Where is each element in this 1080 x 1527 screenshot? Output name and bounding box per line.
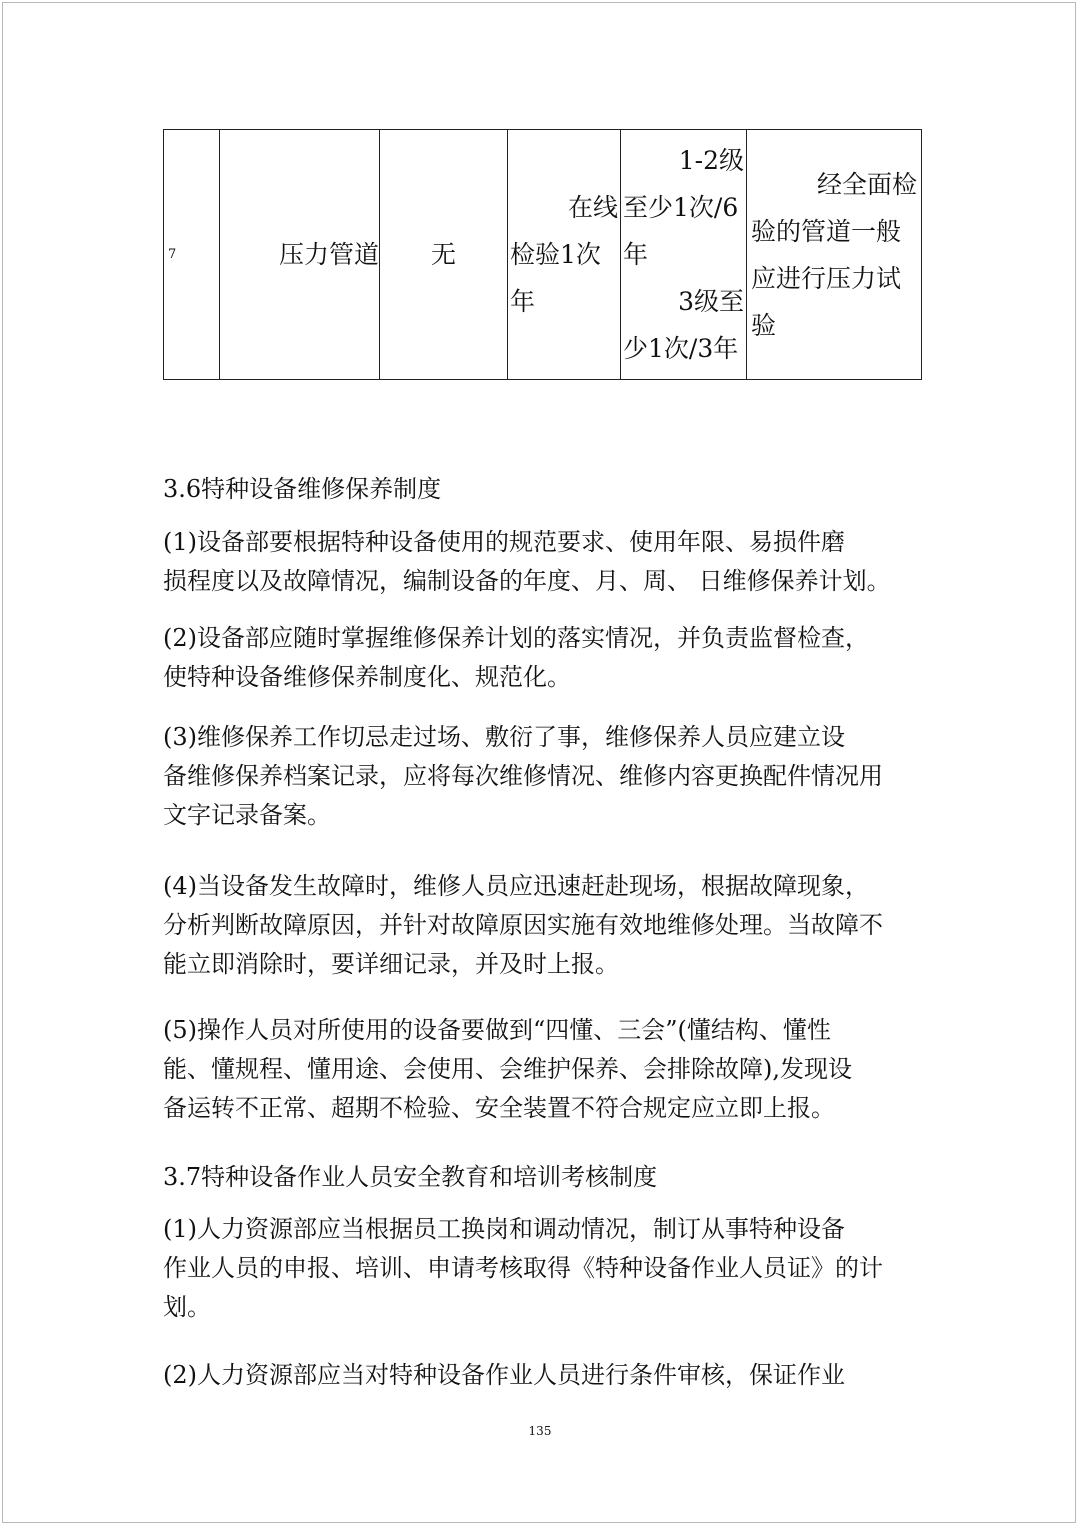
paragraph: (2)设备部应随时掌握维修保养计划的落实情况，并负责监督检查， 使特种设备维修保养制度化、规范化。	[163, 624, 869, 691]
online-inspection-line: 检验1次	[510, 240, 601, 269]
periodic-inspection-line: 少1次/3年	[623, 334, 739, 363]
paragraph: (1)人力资源部应当根据员工换岗和调动情况，制订从事特种设备 作业人员的申报、培训、申请考核取得《特种设备作业人员证》的计 划。	[163, 1215, 883, 1321]
online-inspection-cell	[508, 130, 621, 380]
paragraph: (1)设备部要根据特种设备使用的规范要求、使用年限、易损件磨 损程度以及故障情况，编制设备的年度、月、周、 日维修保养计划。	[163, 528, 891, 595]
paragraph: (2)人力资源部应当对特种设备作业人员进行条件审核，保证作业	[163, 1361, 845, 1389]
row-number: 7	[164, 130, 220, 380]
note-line: 验	[751, 310, 777, 340]
paragraph: (4)当设备发生故障时，维修人员应迅速赶赴现场，根据故障现象， 分析判断故障原因，并针对故障原因实施有效地维修处理。当故障不 能立即消除时，要详细记录，并及时上报。	[163, 872, 883, 978]
online-inspection-line: 在线	[567, 193, 618, 222]
paragraph: (5)操作人员对所使用的设备要做到“四懂、三会”(懂结构、懂性 能、懂规程、懂用途、会使用、会维护保养、会排除故障),发现设 备运转不正常、超期不检验、安全装置不符合规定应立即上报。	[163, 1016, 852, 1122]
section-heading: 3.6特种设备维修保养制度	[163, 475, 442, 503]
paragraph: (3)维修保养工作切忌走过场、敷衍了事，维修保养人员应建立设 备维修保养档案记录，应将每次维修情况、维修内容更换配件情况用 文字记录备案。	[163, 723, 883, 829]
section-heading: 3.7特种设备作业人员安全教育和培训考核制度	[163, 1163, 658, 1191]
periodic-inspection-cell	[621, 130, 747, 380]
note-line: 应进行压力试	[751, 263, 902, 293]
periodic-inspection-line: 年	[623, 240, 649, 269]
note-line: 验的管道一般	[751, 216, 902, 246]
note-line: 经全面检	[816, 169, 917, 199]
periodic-inspection-line: 3级至	[678, 287, 744, 316]
table-row	[164, 130, 922, 380]
inspection-table	[163, 129, 922, 380]
periodic-inspection-line: 1-2级	[678, 146, 744, 175]
requirement-cell: 无	[380, 130, 508, 380]
page-number: 135	[528, 1424, 552, 1438]
equipment-name: 压力管道	[220, 130, 380, 380]
periodic-inspection-line: 至少1次/6	[623, 193, 739, 222]
online-inspection-line: 年	[510, 287, 536, 316]
note-cell	[747, 130, 922, 380]
